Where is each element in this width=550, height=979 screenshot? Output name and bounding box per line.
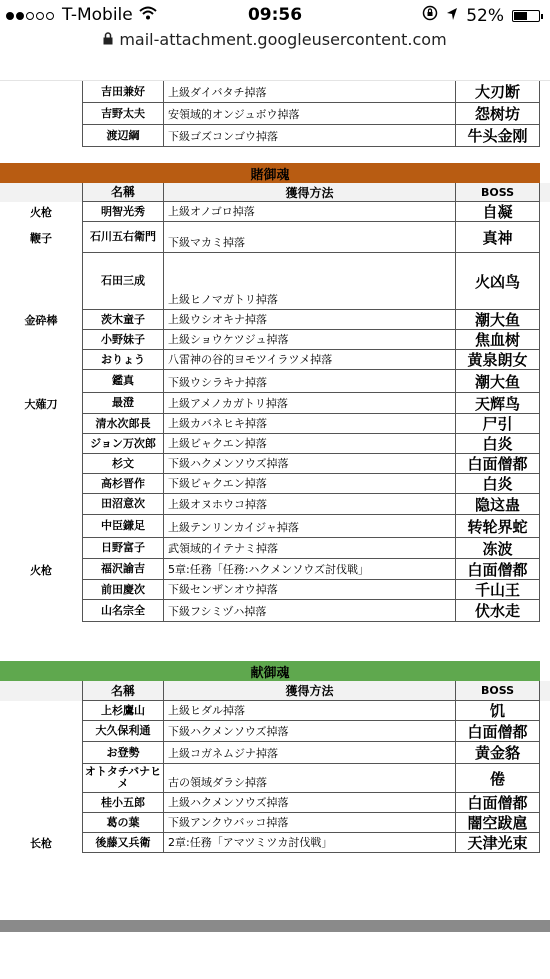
name-cell[interactable]: 大久保利通 [82, 721, 164, 742]
table-row [0, 701, 550, 721]
url-text: mail-attachment.googleusercontent.com [119, 30, 447, 49]
weapon-cell[interactable] [0, 721, 82, 742]
weapon-cell[interactable] [0, 125, 82, 147]
method-cell[interactable]: 下級ハクメンソウズ掉落 [164, 721, 456, 742]
location-arrow-icon [446, 6, 458, 26]
weapon-cell[interactable] [0, 764, 82, 793]
name-cell[interactable]: ジョン万次郎 [82, 434, 164, 454]
boss-cell[interactable]: 冻波 [456, 538, 540, 559]
boss-cell[interactable]: 白面僧都 [456, 454, 540, 474]
method-cell[interactable]: 下級マカミ掉落 [164, 222, 456, 253]
name-cell[interactable]: 杉文 [82, 454, 164, 474]
weapon-cell[interactable] [0, 330, 82, 350]
table-row [0, 434, 550, 454]
name-cell[interactable]: 葛の葉 [82, 813, 164, 833]
name-cell[interactable]: 名稱 [82, 681, 164, 701]
boss-cell[interactable]: 潮大鱼 [456, 310, 540, 330]
table-row [0, 580, 550, 600]
clock: 09:56 [247, 5, 303, 25]
name-cell[interactable]: 鑑真 [82, 370, 164, 393]
weapon-cell[interactable] [0, 742, 82, 764]
table-row [0, 125, 550, 147]
boss-cell[interactable]: 真神 [456, 222, 540, 253]
weapon-cell[interactable]: 鞭子 [30, 231, 52, 245]
method-cell[interactable]: 上級ウシオキナ掉落 [164, 310, 456, 330]
method-cell[interactable]: 上級オノゴロ掉落 [164, 202, 456, 222]
weapon-cell [0, 681, 82, 701]
table-row [0, 414, 550, 434]
name-cell[interactable]: オトタチバナヒメ [82, 764, 164, 793]
table-row [0, 370, 550, 393]
method-cell[interactable]: 八雷神の谷的ヨモツイラツメ掉落 [164, 350, 456, 370]
name-cell[interactable]: 石田三成 [82, 253, 164, 310]
table-row [0, 538, 550, 559]
name-cell[interactable]: 清水次郎長 [82, 414, 164, 434]
boss-cell[interactable]: 天津光束 [456, 833, 540, 853]
boss-cell[interactable]: 白炎 [456, 434, 540, 454]
boss-cell[interactable]: 黄金貉 [456, 742, 540, 764]
name-cell[interactable]: 明智光秀 [82, 202, 164, 222]
method-cell[interactable]: 安領域的オンジュボウ掉落 [164, 103, 456, 125]
weapon-cell [0, 183, 82, 202]
name-cell[interactable]: 小野妹子 [82, 330, 164, 350]
table-row [0, 350, 550, 370]
name-cell[interactable]: 日野富子 [82, 538, 164, 559]
name-cell[interactable]: お登勢 [82, 742, 164, 764]
weapon-cell[interactable] [0, 600, 82, 622]
weapon-cell[interactable] [0, 370, 82, 393]
weapon-cell[interactable]: 金砕棒 [24, 314, 58, 327]
weapon-cell[interactable] [0, 253, 82, 310]
status-bar [0, 0, 550, 30]
boss-cell[interactable]: 怨树坊 [456, 103, 540, 125]
name-cell[interactable]: おりょう [82, 350, 164, 370]
table-header-row [0, 681, 550, 701]
table-row [0, 600, 550, 622]
method-cell[interactable]: 上級ヒダル掉落 [164, 701, 456, 721]
weapon-cell[interactable] [0, 434, 82, 454]
weapon-cell[interactable] [0, 103, 82, 125]
boss-cell[interactable]: 闇空跋扈 [456, 813, 540, 833]
boss-cell[interactable]: 转轮界蛇 [456, 515, 540, 538]
method-cell[interactable]: 下級ハクメンソウズ掉落 [164, 454, 456, 474]
table-row [0, 202, 550, 222]
table-row [0, 103, 550, 125]
boss-cell[interactable]: 火凶鸟 [456, 253, 540, 310]
table-row [0, 253, 550, 310]
table-row [0, 515, 550, 538]
boss-cell[interactable]: 千山王 [456, 580, 540, 600]
table-row [0, 742, 550, 764]
weapon-cell[interactable] [0, 515, 82, 538]
table-row [0, 222, 550, 253]
method-cell[interactable]: 獲得方法 [164, 183, 456, 202]
weapon-cell[interactable] [0, 81, 82, 103]
address-bar[interactable] [0, 30, 550, 54]
boss-cell[interactable]: 黄泉朗女 [456, 350, 540, 370]
name-cell[interactable]: 最澄 [82, 393, 164, 414]
boss-cell[interactable]: 倦 [456, 764, 540, 793]
method-cell[interactable]: 上級オヌホウコ掉落 [164, 494, 456, 515]
method-cell[interactable]: 2章:任務「アマツミツカ討伐戦」 [164, 833, 456, 853]
method-cell[interactable]: 下級フシミヅハ掉落 [164, 600, 456, 622]
weapon-cell[interactable] [0, 350, 82, 370]
method-cell[interactable]: 獲得方法 [164, 681, 456, 701]
table-row [0, 330, 550, 350]
boss-cell[interactable]: 大刃断 [456, 81, 540, 103]
boss-cell[interactable]: 白面僧都 [456, 559, 540, 580]
name-cell[interactable]: 名稱 [82, 183, 164, 202]
table-row [0, 310, 550, 330]
battery-icon [512, 10, 540, 22]
weapon-cell[interactable]: 火枪 [30, 563, 52, 577]
table-row [0, 559, 550, 580]
name-cell[interactable]: 石川五右衛門 [82, 222, 164, 253]
table-row [0, 833, 550, 853]
method-cell[interactable]: 上級テンリンカイジャ掉落 [164, 515, 456, 538]
weapon-cell[interactable]: 长枪 [30, 837, 52, 850]
method-cell[interactable]: 古の領域ダラシ掉落 [164, 764, 456, 793]
name-cell[interactable]: 前田慶次 [82, 580, 164, 600]
boss-cell[interactable]: 牛头金刚 [456, 125, 540, 147]
method-cell[interactable]: 上級ショウケツジュ掉落 [164, 330, 456, 350]
boss-cell[interactable]: 白面僧都 [456, 721, 540, 742]
spreadsheet-view[interactable] [0, 58, 550, 979]
table-row [0, 764, 550, 793]
weapon-cell[interactable] [0, 701, 82, 721]
weapon-cell[interactable] [0, 580, 82, 600]
method-cell[interactable]: 上級カバネヒキ掉落 [164, 414, 456, 434]
method-cell[interactable]: 上級コガネムジナ掉落 [164, 742, 456, 764]
weapon-cell[interactable] [0, 793, 82, 813]
section-title: 献御魂 [0, 661, 540, 681]
table-row [0, 393, 550, 414]
method-cell[interactable]: 下級アンクウバッコ掉落 [164, 813, 456, 833]
table-row [0, 81, 550, 103]
weapon-cell[interactable] [0, 813, 82, 833]
method-cell[interactable]: 上級ダイバタチ掉落 [164, 81, 456, 103]
boss-cell[interactable]: 潮大鱼 [456, 370, 540, 393]
weapon-cell[interactable] [0, 414, 82, 434]
method-cell[interactable]: 上級ビャクエン掉落 [164, 434, 456, 454]
boss-cell[interactable]: 隐这蛊 [456, 494, 540, 515]
boss-cell[interactable]: 焦血树 [456, 330, 540, 350]
boss-cell[interactable]: BOSS [456, 183, 540, 202]
method-cell[interactable]: 武領域的イテナミ掉落 [164, 538, 456, 559]
name-cell[interactable]: 吉田兼好 [82, 81, 164, 103]
method-cell[interactable]: 上級アメノカガトリ掉落 [164, 393, 456, 414]
rotation-lock-icon [422, 5, 438, 26]
boss-cell[interactable]: 天辉鸟 [456, 393, 540, 414]
method-cell[interactable]: 下級ビャクエン掉落 [164, 474, 456, 494]
name-cell[interactable]: 福沢諭吉 [82, 559, 164, 580]
table-row [0, 474, 550, 494]
page-separator [0, 920, 550, 932]
weapon-cell[interactable] [0, 538, 82, 559]
carrier-label: T-Mobile [62, 5, 133, 25]
method-cell[interactable]: 上級ヒノマガトリ掉落 [164, 253, 456, 310]
boss-cell[interactable]: 尸引 [456, 414, 540, 434]
boss-cell[interactable]: BOSS [456, 681, 540, 701]
name-cell[interactable]: 田沼意次 [82, 494, 164, 515]
method-cell[interactable]: 下級ゴズコンゴウ掉落 [164, 125, 456, 147]
battery-percent: 52% [466, 5, 504, 26]
table-row [0, 454, 550, 474]
lock-icon [103, 30, 113, 49]
name-cell[interactable]: 中臣鎌足 [82, 515, 164, 538]
name-cell[interactable]: 上杉鷹山 [82, 701, 164, 721]
boss-cell[interactable]: 白炎 [456, 474, 540, 494]
method-cell[interactable]: 上級ハクメンソウズ掉落 [164, 793, 456, 813]
boss-cell[interactable]: 饥 [456, 701, 540, 721]
weapon-cell[interactable] [0, 494, 82, 515]
boss-cell[interactable]: 白面僧都 [456, 793, 540, 813]
table-row [0, 721, 550, 742]
name-cell[interactable]: 吉野太夫 [82, 103, 164, 125]
boss-cell[interactable]: 伏水走 [456, 600, 540, 622]
method-cell[interactable]: 5章:任務「任務:ハクメンソウズ討伐戦」 [164, 559, 456, 580]
section-title: 賭御魂 [0, 163, 540, 183]
name-cell[interactable]: 桂小五郎 [82, 793, 164, 813]
method-cell[interactable]: 下級センザンオウ掉落 [164, 580, 456, 600]
name-cell[interactable]: 渡辺綱 [82, 125, 164, 147]
table-row [0, 793, 550, 813]
table-header-row [0, 183, 550, 202]
weapon-cell[interactable] [0, 474, 82, 494]
name-cell[interactable]: 後藤又兵衛 [82, 833, 164, 853]
weapon-cell[interactable]: 火枪 [30, 206, 52, 219]
table-row [0, 494, 550, 515]
method-cell[interactable]: 下級ウシラキナ掉落 [164, 370, 456, 393]
boss-cell[interactable]: 自凝 [456, 202, 540, 222]
name-cell[interactable]: 高杉晋作 [82, 474, 164, 494]
weapon-cell[interactable]: 大薙刀 [24, 397, 58, 411]
name-cell[interactable]: 茨木童子 [82, 310, 164, 330]
name-cell[interactable]: 山名宗全 [82, 600, 164, 622]
table-row [0, 813, 550, 833]
weapon-cell[interactable] [0, 454, 82, 474]
